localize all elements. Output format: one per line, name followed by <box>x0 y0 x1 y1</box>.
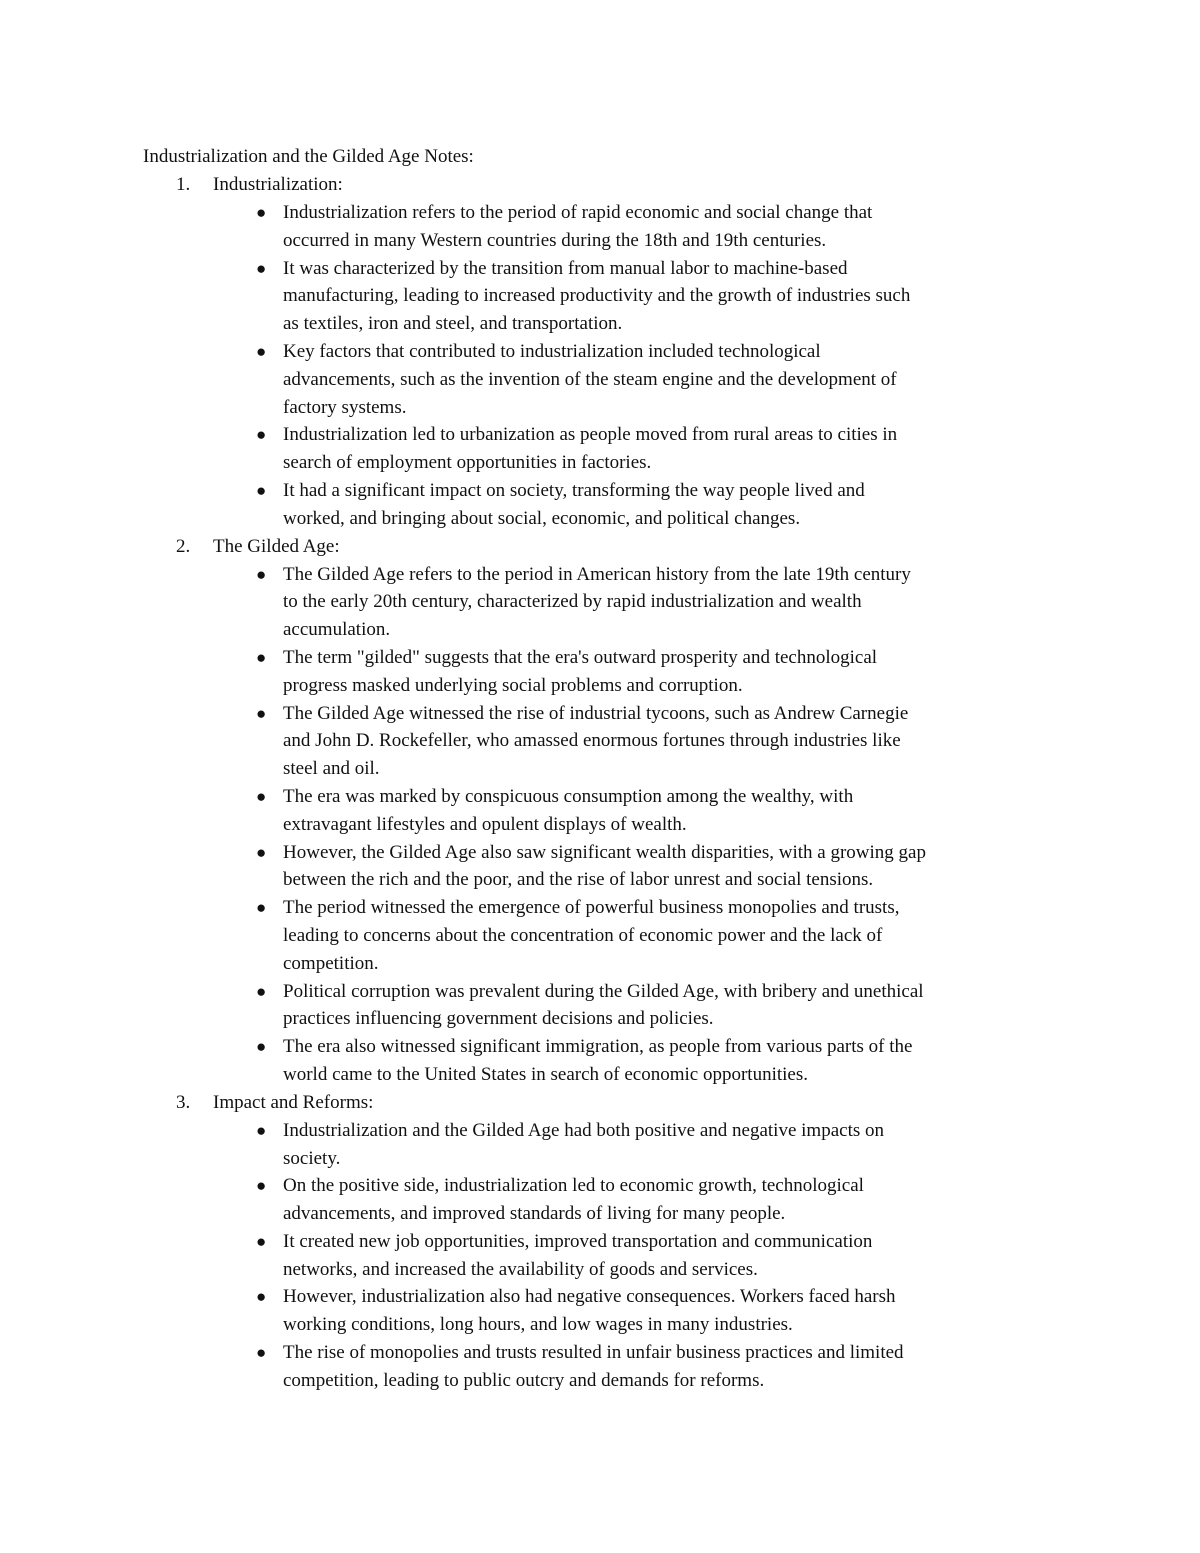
bullet-item <box>143 1117 1063 1173</box>
bullet-dot-icon: ● <box>256 786 267 806</box>
bullet-item <box>143 255 1063 338</box>
bullet-text-line: networks, and increased the availability of goods and services. <box>283 1258 758 1280</box>
bullet-dot-icon: ● <box>256 842 267 862</box>
bullet-text-line: On the positive side, industrialization led to economic growth, technological <box>283 1175 864 1197</box>
bullet-text-line: occurred in many Western countries during the 18th and 19th centuries. <box>283 229 827 251</box>
bullet-text-line: The Gilded Age witnessed the rise of industrial tycoons, such as Andrew Carnegie <box>283 702 909 724</box>
bullet-dot-icon: ● <box>256 258 267 278</box>
bullet-text-line: It was characterized by the transition from manual labor to machine-based <box>283 257 848 279</box>
bullet-list <box>143 1117 1063 1395</box>
section-number: 2. <box>176 535 191 557</box>
bullet-dot-icon: ● <box>256 480 267 500</box>
bullet-text-line: It had a significant impact on society, transforming the way people lived and <box>283 479 865 501</box>
bullet-text-line: The Gilded Age refers to the period in American history from the late 19th century <box>283 563 911 585</box>
bullet-dot-icon: ● <box>256 1176 267 1196</box>
bullet-text-line: working conditions, long hours, and low wages in many industries. <box>283 1314 793 1336</box>
bullet-text-line: competition, leading to public outcry and demands for reforms. <box>283 1369 765 1391</box>
bullet-text-line: accumulation. <box>283 619 391 641</box>
bullet-text-line: Industrialization and the Gilded Age had both positive and negative impacts on <box>283 1119 884 1141</box>
bullet-text-line: society. <box>283 1147 341 1169</box>
bullet-text-line: The period witnessed the emergence of powerful business monopolies and trusts, <box>283 897 900 919</box>
section-label: Industrialization: <box>213 174 343 195</box>
bullet-text-line: The era was marked by conspicuous consumption among the wealthy, with <box>283 785 854 807</box>
bullet-text-line: competition. <box>283 952 379 974</box>
bullet-dot-icon: ● <box>256 1287 267 1307</box>
bullet-dot-icon: ● <box>256 564 267 584</box>
bullet-dot-icon: ● <box>256 1343 267 1363</box>
bullet-text-line: worked, and bringing about social, economic, and political changes. <box>283 507 801 529</box>
bullet-text-line: steel and oil. <box>283 758 380 780</box>
bullet-text-line: world came to the United States in search of economic opportunities. <box>283 1063 808 1085</box>
bullet-item <box>143 700 1063 783</box>
bullet-dot-icon: ● <box>256 1231 267 1251</box>
bullet-item <box>143 1172 1063 1228</box>
bullet-dot-icon: ● <box>256 1037 267 1057</box>
bullet-text-line: as textiles, iron and steel, and transportation. <box>283 313 623 335</box>
bullet-dot-icon: ● <box>256 341 267 361</box>
bullet-item <box>143 1339 1063 1395</box>
bullet-text-line: between the rich and the poor, and the rise of labor unrest and social tensions. <box>283 869 874 891</box>
bullet-item <box>143 421 1063 477</box>
bullet-list <box>143 561 1063 1089</box>
section-item <box>143 1089 1063 1395</box>
bullet-item <box>143 783 1063 839</box>
bullet-text-line: Key factors that contributed to industrialization included technological <box>283 340 821 362</box>
bullet-text-line: The rise of monopolies and trusts resulted in unfair business practices and limited <box>283 1342 904 1364</box>
bullet-text-line: manufacturing, leading to increased productivity and the growth of industries such <box>283 285 911 307</box>
bullet-item <box>143 561 1063 644</box>
bullet-text-line: However, the Gilded Age also saw significant wealth disparities, with a growing gap <box>283 841 926 863</box>
bullet-text-line: progress masked underlying social problems and corruption. <box>283 674 743 696</box>
section-heading <box>143 533 1063 561</box>
section-item <box>143 533 1063 1089</box>
bullet-item <box>143 338 1063 421</box>
bullet-text-line: factory systems. <box>283 396 407 418</box>
bullet-text-line: It created new job opportunities, improved transportation and communication <box>283 1230 873 1252</box>
bullet-dot-icon: ● <box>256 647 267 667</box>
bullet-dot-icon: ● <box>256 981 267 1001</box>
bullet-text-line: However, industrialization also had negative consequences. Workers faced harsh <box>283 1286 896 1308</box>
document-title: Industrialization and the Gilded Age Notes: <box>143 146 474 167</box>
bullet-item <box>143 978 1063 1034</box>
bullet-text-line: Political corruption was prevalent during the Gilded Age, with bribery and unethical <box>283 980 924 1002</box>
bullet-text-line: search of employment opportunities in factories. <box>283 452 652 474</box>
bullet-item <box>143 644 1063 700</box>
bullet-dot-icon: ● <box>256 1120 267 1140</box>
bullet-text-line: extravagant lifestyles and opulent displays of wealth. <box>283 813 687 835</box>
bullet-list <box>143 199 1063 533</box>
bullet-text-line: Industrialization led to urbanization as people moved from rural areas to cities in <box>283 424 898 446</box>
section-item <box>143 171 1063 533</box>
bullet-dot-icon: ● <box>256 898 267 918</box>
section-heading <box>143 1089 1063 1117</box>
bullet-dot-icon: ● <box>256 425 267 445</box>
bullet-text-line: Industrialization refers to the period of rapid economic and social change that <box>283 202 873 223</box>
section-number: 1. <box>176 174 191 195</box>
bullet-text-line: leading to concerns about the concentration of economic power and the lack of <box>283 924 883 946</box>
bullet-text-line: advancements, and improved standards of living for many people. <box>283 1203 786 1225</box>
bullet-item <box>143 199 1063 255</box>
section-label: The Gilded Age: <box>213 535 340 557</box>
section-list <box>143 171 1063 1395</box>
bullet-dot-icon: ● <box>256 703 267 723</box>
bullet-text-line: practices influencing government decisions and policies. <box>283 1008 714 1030</box>
bullet-item <box>143 477 1063 533</box>
bullet-text-line: The term "gilded" suggests that the era's outward prosperity and technological <box>283 646 878 668</box>
section-label: Impact and Reforms: <box>213 1091 374 1113</box>
bullet-dot-icon: ● <box>256 203 267 222</box>
bullet-text-line: The era also witnessed significant immigration, as people from various parts of the <box>283 1036 913 1058</box>
bullet-text-line: to the early 20th century, characterized by rapid industrialization and wealth <box>283 591 862 613</box>
bullet-item <box>143 1033 1063 1089</box>
section-heading <box>143 171 1063 199</box>
bullet-text-line: and John D. Rockefeller, who amassed enormous fortunes through industries like <box>283 730 901 752</box>
bullet-text-line: advancements, such as the invention of the steam engine and the development of <box>283 368 897 390</box>
bullet-item <box>143 1283 1063 1339</box>
bullet-item <box>143 1228 1063 1284</box>
bullet-item <box>143 894 1063 977</box>
section-number: 3. <box>176 1091 191 1113</box>
bullet-item <box>143 839 1063 895</box>
